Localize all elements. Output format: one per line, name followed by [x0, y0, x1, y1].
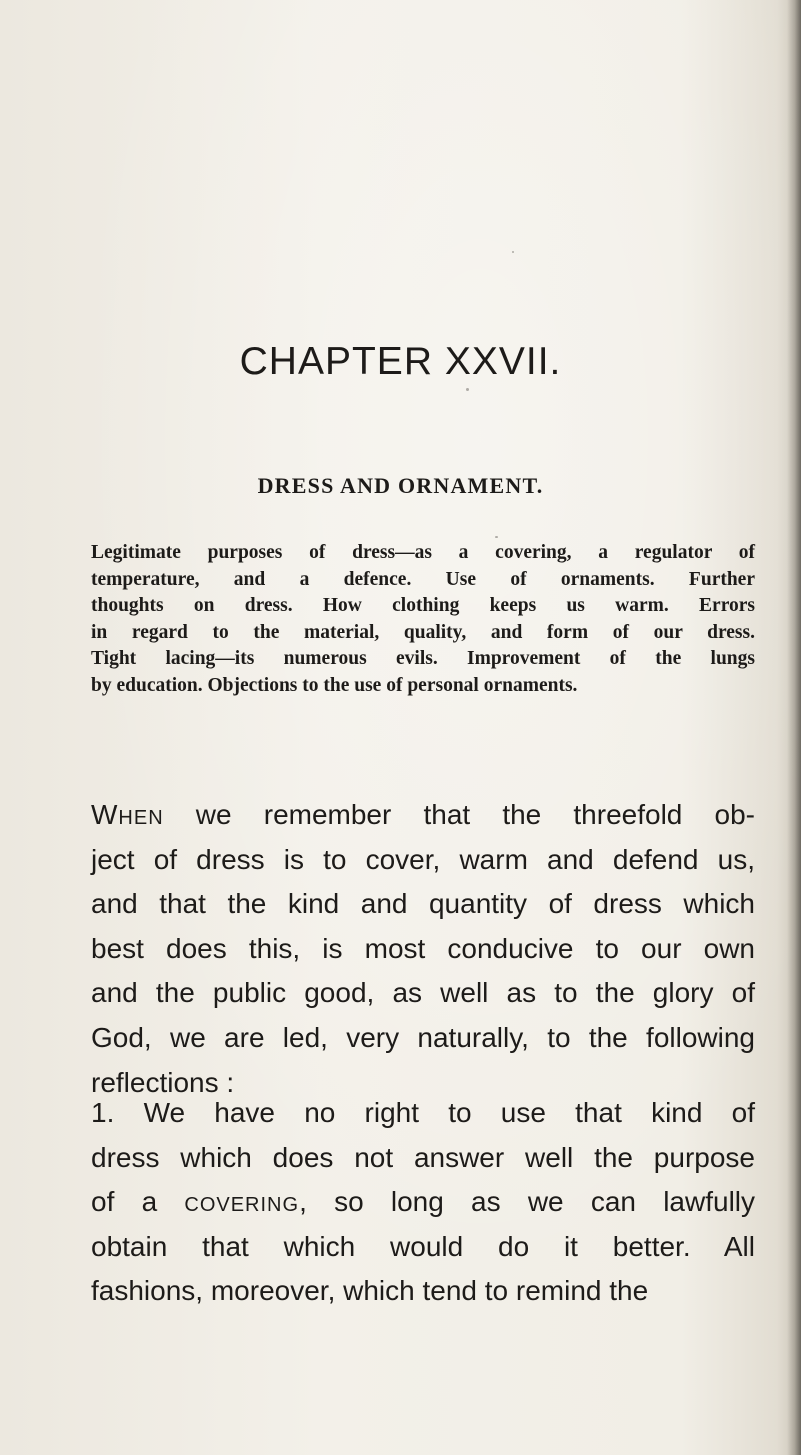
body-line-text: of a — [91, 1186, 185, 1218]
body-line: 1. We have no right to use that kind of — [91, 1097, 755, 1128]
chapter-subtitle: DRESS AND ORNAMENT. — [257, 473, 544, 498]
summary-line: thoughts on dress. How clothing keeps us warm. Errors — [91, 595, 755, 617]
paper-speck — [466, 388, 469, 391]
summary-line: temperature, and a defence. Use of ornaments. Further — [91, 568, 755, 590]
summary-line: Tight lacing—its numerous evils. Improvement of the lungs — [91, 648, 755, 670]
body-line: God, we are led, very naturally, to the following — [91, 1021, 755, 1053]
body-line: fashions, moreover, which tend to remind the — [91, 1275, 649, 1307]
paper-speck — [495, 536, 498, 538]
body-line: dress which does not answer well the purpose — [91, 1141, 755, 1173]
body-line-text: , so long as we can lawfully — [299, 1186, 756, 1218]
body-paragraph-2 — [91, 1091, 755, 1314]
page-edge-shadow — [787, 0, 801, 1455]
lead-word: When — [91, 799, 164, 830]
body-line-text: we remember that the threefold ob- — [163, 799, 755, 830]
chapter-title: CHAPTER XXVII. — [239, 340, 562, 383]
summary-line: by education. Objections to the use of personal ornaments. — [91, 674, 578, 696]
summary-line: Legitimate purposes of dress—as a covering, a regulator of — [91, 542, 755, 563]
body-line: reflections : — [91, 1066, 235, 1098]
body-line — [91, 793, 755, 838]
body-line: and that the kind and quantity of dress which — [91, 888, 755, 920]
body-line: best does this, is most conducive to our own — [91, 932, 755, 964]
chapter-summary — [91, 540, 755, 700]
body-paragraph-1 — [91, 793, 755, 1105]
paper-speck — [512, 251, 514, 253]
body-line — [91, 1180, 755, 1225]
summary-line: in regard to the material, quality, and form of our dress. — [91, 621, 755, 643]
body-line: and the public good, as well as to the glory of — [91, 977, 755, 1009]
body-line: obtain that which would do it better. All — [91, 1230, 755, 1262]
body-line: ject of dress is to cover, warm and defend us, — [91, 843, 755, 875]
emphasis-word: covering — [184, 1186, 300, 1218]
